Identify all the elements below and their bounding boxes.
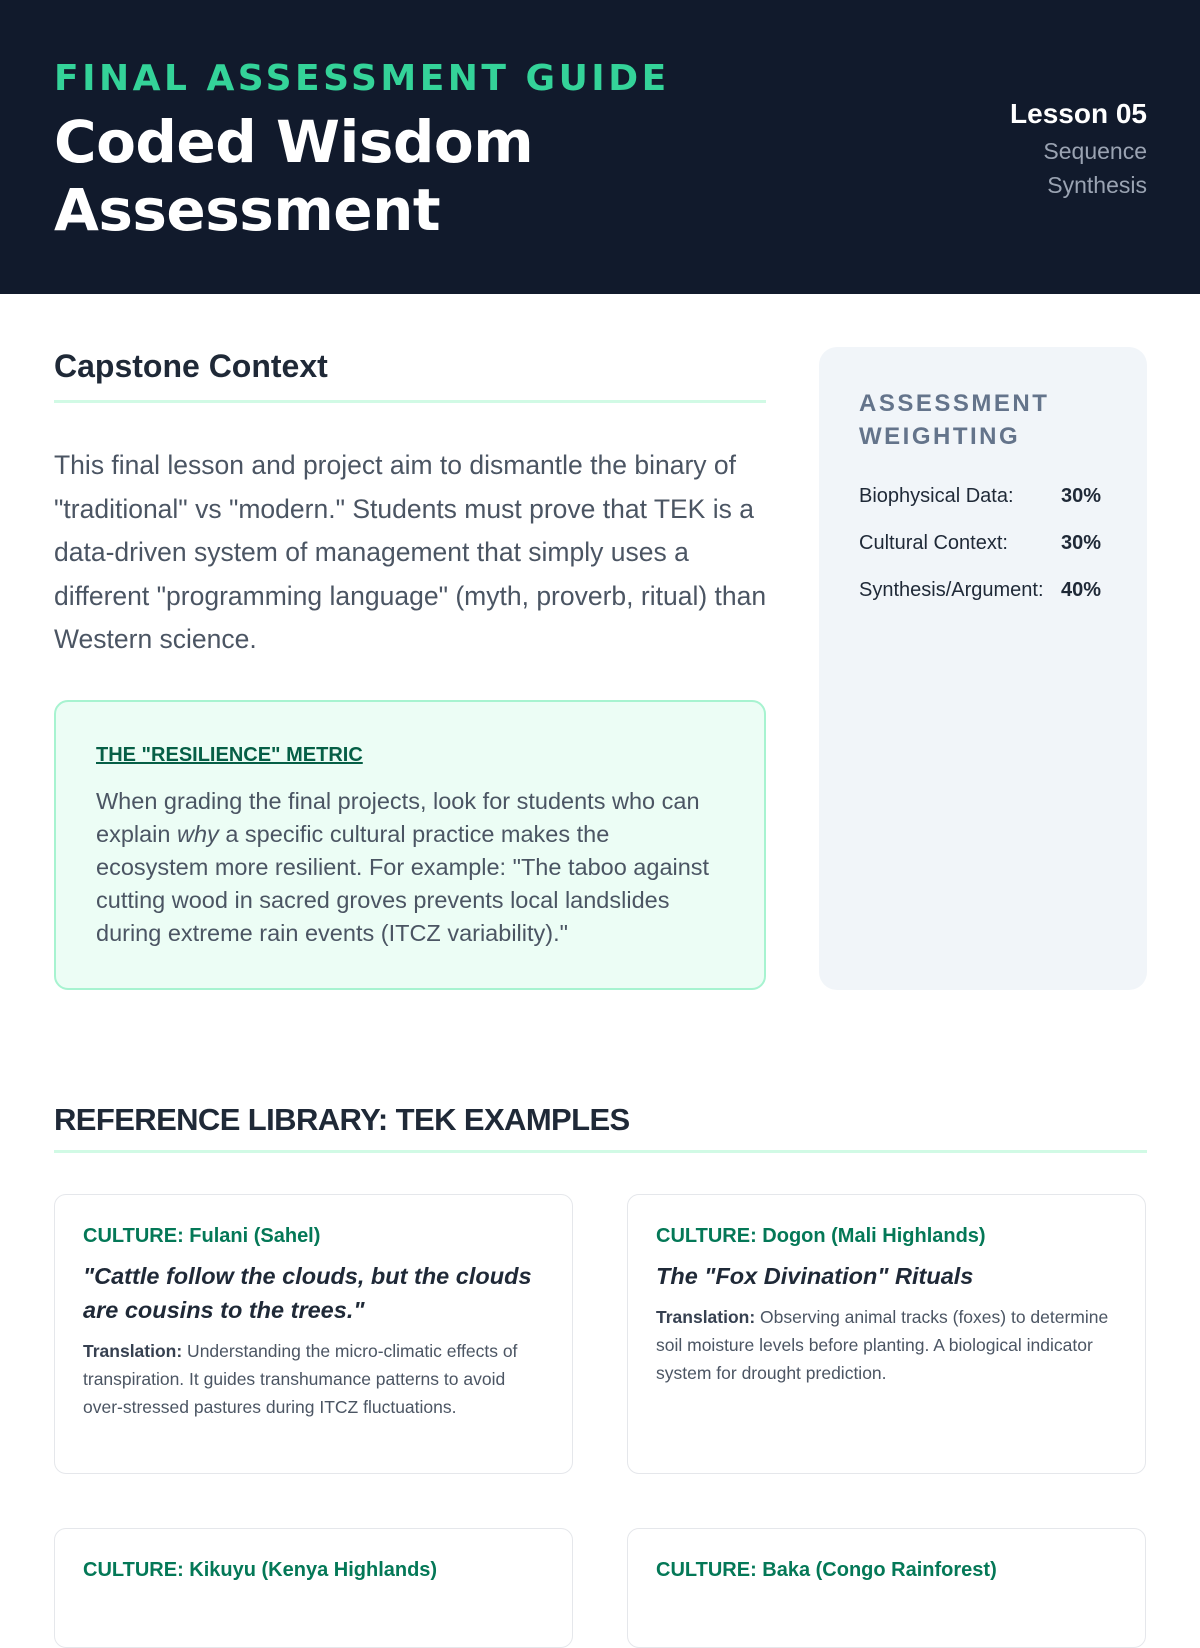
lesson-subtitle-line2: Synthesis xyxy=(1047,172,1147,198)
tek-card-dogon xyxy=(627,1194,1146,1474)
page-header xyxy=(0,0,1200,294)
translation-label: Translation: xyxy=(83,1341,183,1361)
metric-text xyxy=(96,785,724,950)
weighting-value: 30% xyxy=(1061,485,1102,507)
resilience-metric-callout xyxy=(54,700,766,990)
card-culture: CULTURE: Kikuyu (Kenya Highlands) xyxy=(83,1559,438,1581)
card-heading: The "Fox Divination" Rituals xyxy=(656,1263,974,1289)
weighting-label: Cultural Context: xyxy=(859,532,1008,554)
header-eyebrow: FINAL ASSESSMENT GUIDE xyxy=(54,58,670,99)
context-divider xyxy=(54,400,766,403)
weighting-value: 30% xyxy=(1061,532,1102,554)
weighting-label: Synthesis/Argument: xyxy=(859,579,1044,601)
card-culture: CULTURE: Baka (Congo Rainforest) xyxy=(656,1559,997,1581)
lesson-subtitle-line1: Sequence xyxy=(1043,138,1147,164)
assessment-weighting-panel xyxy=(819,347,1147,990)
weighting-label: Biophysical Data: xyxy=(859,485,1014,507)
lesson-number: Lesson 05 xyxy=(1010,98,1147,129)
translation-text: Understanding the micro-climatic effects of transpiration. It guides transhumance patterns to avoid over-stressed pastures during ITCZ fluctuations. xyxy=(83,1341,518,1417)
context-body: This final lesson and project aim to dismantle the binary of "traditional" vs "modern." Students must prove that TEK is a data-driven system of management that simply uses a different "programming language" (myth, proverb, ritual) than Western science. xyxy=(54,450,767,654)
weighting-row xyxy=(859,522,1107,569)
weighting-value: 40% xyxy=(1061,579,1102,601)
lesson-info xyxy=(1010,96,1147,202)
card-culture: CULTURE: Dogon (Mali Highlands) xyxy=(656,1225,986,1247)
metric-text-after: a specific cultural practice makes the ecosystem more resilient. For example: "The taboo against cutting wood in sacred groves prevents local landslides during extreme rain events (ITCZ variability)." xyxy=(96,821,710,946)
tek-card-fulani xyxy=(54,1194,573,1474)
weighting-title: ASSESSMENT WEIGHTING xyxy=(859,390,1050,450)
translation-text: Observing animal tracks (foxes) to determine soil moisture levels before planting. A biological indicator system for drought prediction. xyxy=(656,1307,1109,1383)
page-title: Coded Wisdom Assessment xyxy=(54,108,534,244)
translation-label: Translation: xyxy=(656,1307,756,1327)
card-translation xyxy=(83,1337,544,1421)
weighting-row xyxy=(859,569,1107,616)
context-heading: Capstone Context xyxy=(54,348,328,384)
tek-card-kikuyu xyxy=(54,1528,573,1648)
card-translation xyxy=(656,1303,1117,1387)
metric-label: THE "RESILIENCE" METRIC xyxy=(96,744,363,766)
library-heading: REFERENCE LIBRARY: TEK EXAMPLES xyxy=(54,1102,630,1137)
weighting-row xyxy=(859,475,1107,522)
card-heading: "Cattle follow the clouds, but the clouds are cousins to the trees." xyxy=(83,1263,532,1323)
library-divider xyxy=(54,1150,1147,1153)
card-culture: CULTURE: Fulani (Sahel) xyxy=(83,1225,321,1247)
tek-card-baka xyxy=(627,1528,1146,1648)
metric-text-before: When grading the final projects, look for students who can explain xyxy=(96,788,700,847)
metric-text-emphasis: why xyxy=(177,821,219,847)
